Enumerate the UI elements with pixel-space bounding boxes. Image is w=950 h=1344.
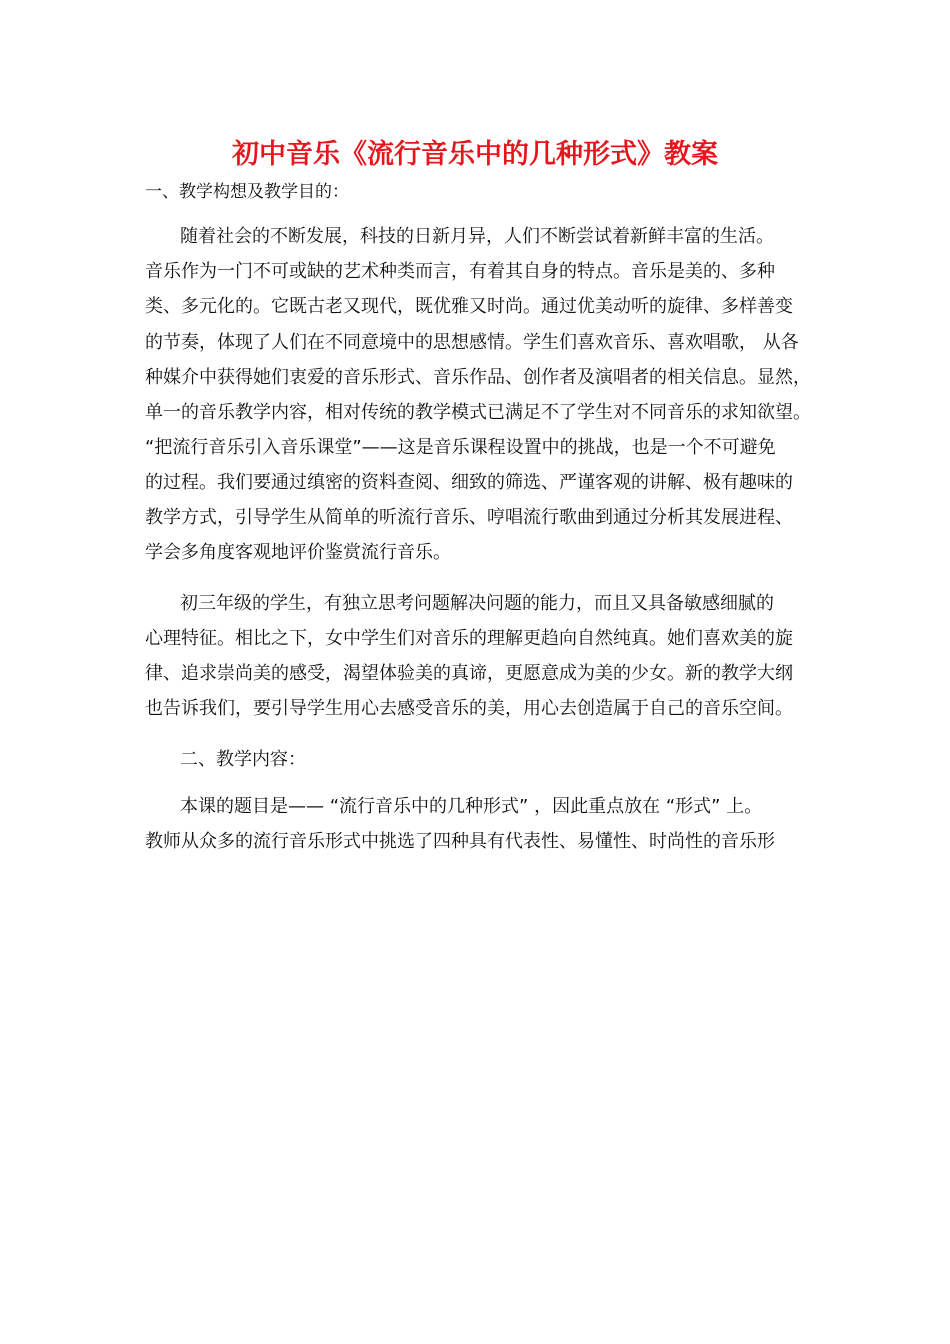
paragraph-line: 初三年级的学生，有独立思考问题解决问题的能力，而且又具备敏感细腻的 <box>180 593 774 614</box>
paragraph-line: 学会多角度客观地评价鉴赏流行音乐。 <box>145 542 451 563</box>
paragraph-line: “把流行音乐引入音乐课堂”——这是音乐课程设置中的挑战，也是一个不可避免 <box>145 437 776 458</box>
paragraph-line: 的过程。我们要通过缜密的资料查阅、细致的筛选、严谨客观的讲解、极有趣味的 <box>145 472 793 493</box>
paragraph-line: 种媒介中获得她们衷爱的音乐形式、音乐作品、创作者及演唱者的相关信息。显然， <box>145 367 811 388</box>
paragraph-line: 随着社会的不断发展，科技的日新月异，人们不断尝试着新鲜丰富的生活。 <box>180 226 774 247</box>
section-heading-teaching-concept: 一、教学构想及教学目的： <box>145 182 349 202</box>
paragraph-line: 教学方式，引导学生从简单的听流行音乐、哼唱流行歌曲到通过分析其发展进程、 <box>145 507 793 528</box>
paragraph-line: 教师从众多的流行音乐形式中挑选了四种具有代表性、易懂性、时尚性的音乐形 <box>145 831 775 852</box>
paragraph-line: 心理特征。相比之下，女中学生们对音乐的理解更趋向自然纯真。她们喜欢美的旋 <box>145 628 793 649</box>
paragraph-line: 律、追求崇尚美的感受，渴望体验美的真谛，更愿意成为美的少女。新的教学大纲 <box>145 663 793 684</box>
paragraph-line: 单一的音乐教学内容，相对传统的教学模式已满足不了学生对不同音乐的求知欲望。 <box>145 402 811 423</box>
paragraph-line: 的节奏，体现了人们在不同意境中的思想感情。学生们喜欢音乐、喜欢唱歌， 从各 <box>145 332 799 353</box>
paragraph-line: 本课的题目是—— “流行音乐中的几种形式” ，因此重点放在 “形式” 上。 <box>180 796 763 817</box>
paragraph-line: 也告诉我们，要引导学生用心去感受音乐的美，用心去创造属于自己的音乐空间。 <box>145 698 793 719</box>
section-heading-teaching-content: 二、教学内容： <box>180 749 306 770</box>
document-title: 初中音乐《流行音乐中的几种形式》教案 <box>232 139 718 170</box>
paragraph-line: 类、多元化的。它既古老又现代，既优雅又时尚。通过优美动听的旋律、多样善变 <box>145 296 793 317</box>
paragraph-line: 音乐作为一门不可或缺的艺术种类而言，有着其自身的特点。音乐是美的、多种 <box>145 261 775 282</box>
